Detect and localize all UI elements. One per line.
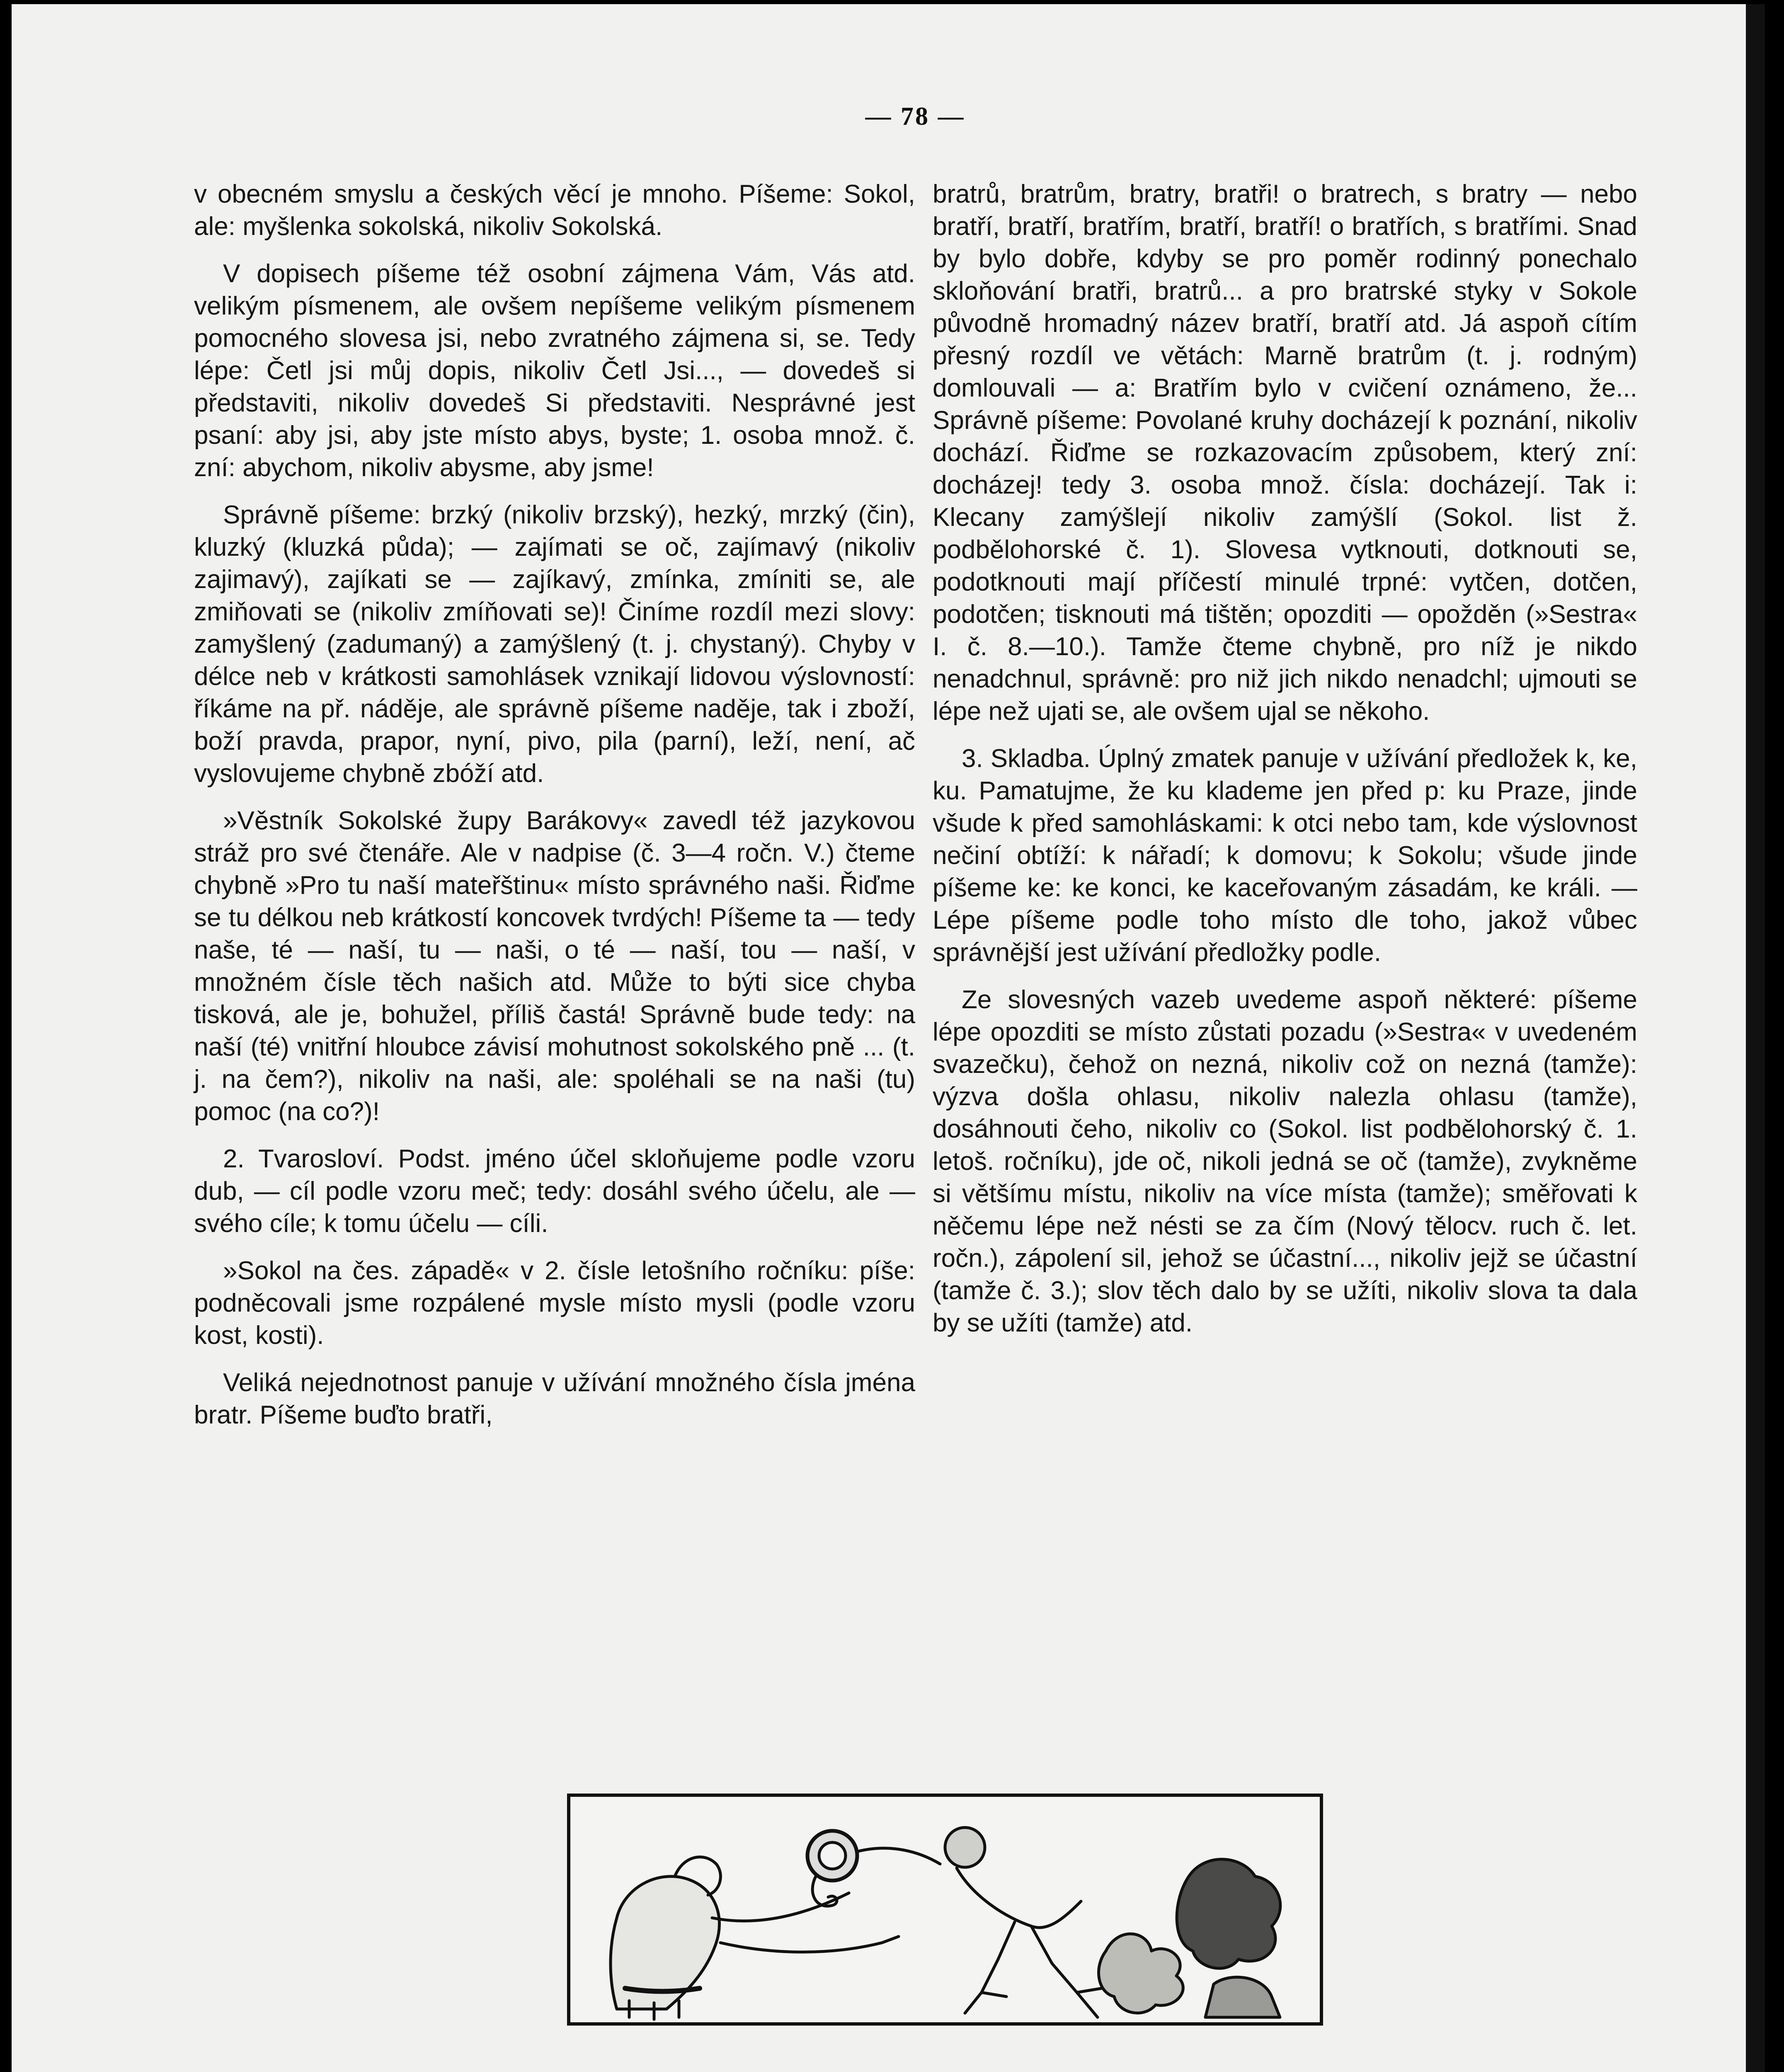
- left-column: [194, 178, 915, 1446]
- wrestlers-wreath-illustration-icon: [567, 1794, 1323, 2026]
- scan-edge: [1746, 4, 1765, 2072]
- paragraph: Veliká nejednotnost panuje v užívání množného čísla jména bratr. Píšeme buďto bratři,: [194, 1368, 915, 1429]
- paragraph: 2. Tvarosloví. Podst. jméno účel skloňujeme podle vzoru dub, — cíl podle vzoru meč; tedy: dosáhl svého účelu, ale — svého cíle; k tomu účelu — cíli.: [194, 1145, 915, 1238]
- paragraph: »Sokol na čes. západě« v 2. čísle letošního ročníku: píše: podněcovali jsme rozpálené mysle místo mysli (podle vzoru kost, kosti).: [194, 1256, 915, 1350]
- paragraph: V dopisech píšeme též osobní zájmena Vám, Vás atd. velikým písmenem, ale ovšem nepíšeme velikým písmenem pomocného slovesa jsi, nebo zvratného zájmena si, se. Tedy lépe: Četl jsi můj dopis, nikoliv Četl Jsi..., — dovedeš si představiti, nikoliv dovedeš Si představiti. Nesprávné jest psaní: aby jsi, aby jste místo abys, byste; 1. osoba množ. č. zní: abychom, nikoliv abysme, aby jsme!: [194, 259, 915, 482]
- paragraph: Ze slovesných vazeb uvedeme aspoň některé: píšeme lépe opozditi se místo zůstati pozadu (»Sestra« v uvedeném svazečku), čehož on nezná, nikoliv což on nezná (tamže): výzva došla ohlasu, nikoliv nalezla ohlasu (tamže), dosáhnouti čeho, nikoliv co (Sokol. list podbělohorský č. 1. letoš. ročníku), jde oč, nikoli jedná se oč (tamže), zvykněme si většímu místu, nikoliv na více místa (tamže); směřovati k něčemu lépe než nésti se za čím (Nový tělocv. ruch č. let. ročn.), zápolení sil, jehož se účastní..., nikoliv jejž se účastní (tamže č. 3.); slov těch dalo by se užíti, nikoliv slova ta dala by se užíti (tamže) atd.: [933, 985, 1637, 1337]
- page-number: — 78 —: [865, 102, 965, 131]
- paragraph: Správně píšeme: brzký (nikoliv brzský), hezký, mrzký (čin), kluzký (kluzká půda); — zajímati se oč, zajímavý (nikoliv zajimavý), zajíkati se — zajíkavý, zmínka, zmíniti se, ale zmiňovati se (nikoliv zmíňovati se)! Činíme rozdíl mezi slovy: zamyšlený (zadumaný) a zamýšlený (t. j. chystaný). Chyby v délce neb v krátkosti samohlásek vznikají lidovou výslovností: říkáme na př. náděje, ale správně píšeme naděje, tak i zboží, boží pravda, prapor, nyní, pivo, pila (parní), leží, není, ač vyslovujeme chybně zbóží atd.: [194, 501, 915, 788]
- right-column: [933, 178, 1637, 1354]
- paragraph: 3. Skladba. Úplný zmatek panuje v užívání předložek k, ke, ku. Pamatujme, že ku klademe jen před p: ku Praze, jinde všude k před samohláskami: k otci nebo tam, kde výslovnost nečiní obtíží: k nářadí; k domovu; k Sokolu; všude jinde píšeme ke: ke konci, ke kaceřovaným zásadám, ke králi. — Lépe píšeme podle toho místo dle toho, jakož vůbec správnější jest užívání předložky podle.: [933, 744, 1637, 967]
- scanned-page: [12, 4, 1765, 2072]
- paragraph: »Věstník Sokolské župy Barákovy« zavedl též jazykovou stráž pro své čtenáře. Ale v nadpise (č. 3—4 ročn. V.) čteme chybně »Pro tu naší mateřštinu« místo správného naši. Řiďme se tu délkou neb krátkostí koncovek tvrdých! Píšeme ta — tedy naše, té — naší, tu — naši, o té — naší, tou — naší, v množném čísle těch našich atd. Může to býti sice chyba tisková, ale je, bohužel, příliš častá! Správně bude tedy: na naší (té) vnitřní hloubce závisí mohutnost sokolského pně ... (t. j. na čem?), nikoliv na naši, ale: spoléhali se na naši (tu) pomoc (na co?)!: [194, 806, 915, 1126]
- paragraph: v obecném smyslu a českých věcí je mnoho. Píšeme: Sokol, ale: myšlenka sokolská, nikoliv Sokolská.: [194, 180, 915, 241]
- paragraph: bratrů, bratrům, bratry, bratři! o bratrech, s bratry — nebo bratří, bratří, bratřím, bratří, bratří! o bratřích, s bratřími. Snad by bylo dobře, kdyby se pro poměr rodinný ponechalo skloňování bratři, bratrů... a pro bratrské styky v Sokole původně hromadný název bratří, bratří atd. Já aspoň cítím přesný rozdíl ve větách: Marně bratrům (t. j. rodným) domlouvali — a: Bratřím bylo v cvičení oznámeno, že... Správně píšeme: Povolané kruhy docházejí k poznání, nikoliv dochází. Řiďme se rozkazovacím způsobem, který zní: docházej! tedy 3. osoba množ. čísla: docházejí. Tak i: Klecany zamýšlejí nikoliv zamýšlí (Sokol. list ž. podbělohorské č. 1). Slovesa vytknouti, dotknouti se, podotknouti mají příčestí minulé trpné: vytčen, dotčen, podotčen; tisknouti má tištěn; opozditi — opožděn (»Sestra« I. č. 8.—10.). Tamže čteme chybně, pro níž je nikdo nenadchnul, správně: pro niž jich nikdo nenadchl; ujmouti se lépe než ujati se, ale ovšem ujal se někoho.: [933, 180, 1637, 726]
